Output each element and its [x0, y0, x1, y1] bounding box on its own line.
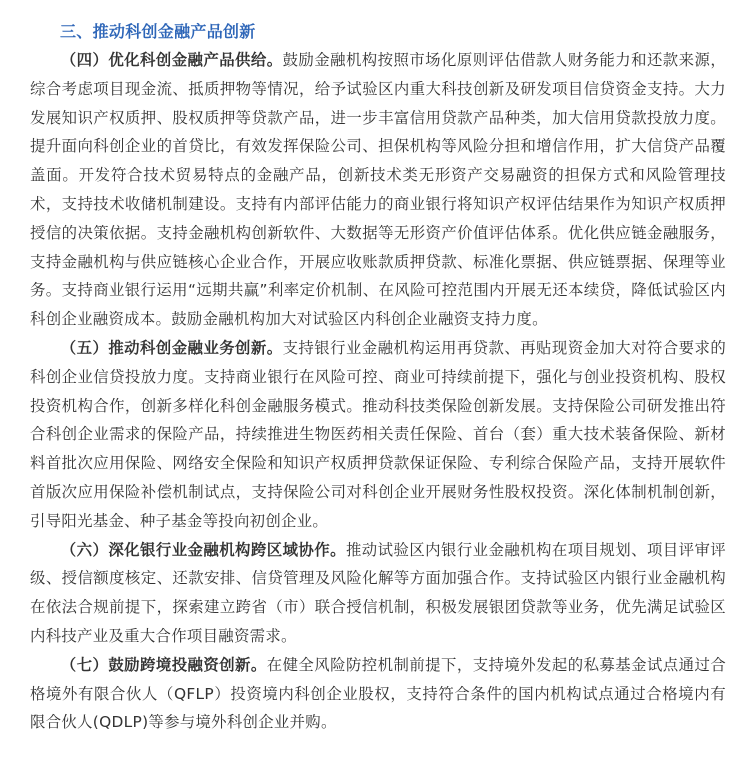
paragraph-7 [30, 651, 726, 737]
section-title: 三、推动科创金融产品创新 [60, 22, 256, 41]
paragraph-4-lead: （四）优化科创金融产品供给。 [60, 51, 283, 69]
document-body [30, 18, 726, 737]
paragraph-6 [30, 536, 726, 651]
paragraph-5 [30, 334, 726, 536]
paragraph-7-lead: （七）鼓励跨境投融资创新。 [60, 655, 267, 674]
paragraph-7-body: 在健全风险防控机制前提下，支持境外发起的私募基金试点通过合格境外有限合伙人（QFLP）投资境内科创企业股权，支持符合条件的国内机构试点通过合格境内有限合伙人(QDLP)等参与境外科创企业并购。 [30, 655, 727, 732]
paragraph-5-lead: （五）推动科创金融业务创新。 [60, 338, 283, 357]
paragraph-5-body: 支持银行业金融机构运用再贷款、再贴现资金加大对符合要求的科创企业信贷投放力度。支持商业银行在风险可控、商业可持续前提下，强化与创业投资机构、股权投资机构合作，创新多样化科创金融服务模式。推动科技类保险创新发展。支持保险公司研发推出符合科创企业需求的保险产品，持续推进生物医药相关责任保险、首台（套）重大技术装备保险、新材料首批次应用保险、网络安全保险和知识产权质押贷款保证保险、专利综合保险产品，支持开展软件首版次应用保险补偿机制试点，支持保险公司对科创企业开展财务性股权投资。深化体制机制创新，引导阳光基金、种子基金等投向初创企业。 [30, 338, 727, 530]
paragraph-6-lead: （六）深化银行业金融机构跨区域协作。 [60, 540, 346, 559]
paragraph-4 [30, 46, 726, 334]
paragraph-4-body: 鼓励金融机构按照市场化原则评估借款人财务能力和还款来源，综合考虑项目现金流、抵质押物等情况，给予试验区内重大科技创新及研发项目信贷资金支持。大力发展知识产权质押、股权质押等贷款产品，进一步丰富信用贷款产品种类，加大信用贷款投放力度。提升面向科创企业的首贷比，有效发挥保险公司、担保机构等风险分担和增信作用，扩大信贷产品覆盖面。开发符合技术贸易特点的金融产品，创新技术类无形资产交易融资的担保方式和风险管理技术，支持技术收储机制建设。支持有内部评估能力的商业银行将知识产权评估结果作为知识产权质押授信的决策依据。支持金融机构创新软件、大数据等无形资产价值评估体系。优化供应链金融服务，支持金融机构与供应链核心企业合作，开展应收账款质押贷款、标准化票据、供应链票据、保理等业务。支持商业银行运用“远期共赢”利率定价机制、在风险可控范围内开展无还本续贷，降低试验区内科创企业融资成本。鼓励金融机构加大对试验区内科创企业融资支持力度。 [30, 51, 727, 329]
paragraph-6-body: 推动试验区内银行业金融机构在项目规划、项目评审评级、授信额度核定、还款安排、信贷管理及风险化解等方面加强合作。支持试验区内银行业金融机构在依法合规前提下，探索建立跨省（市）联合授信机制，积极发展银团贷款等业务，优先满足试验区内科技产业及重大合作项目融资需求。 [30, 540, 726, 645]
